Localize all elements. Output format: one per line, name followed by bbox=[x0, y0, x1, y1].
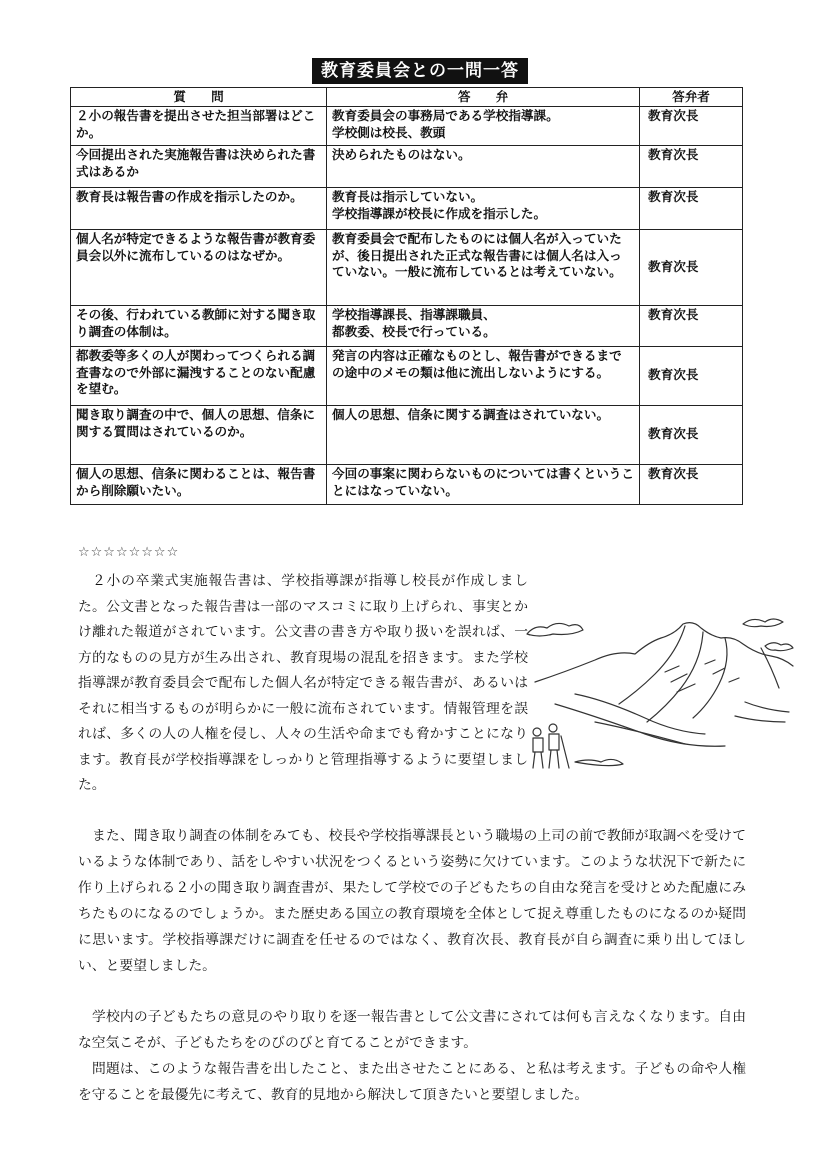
table-row bbox=[71, 230, 743, 306]
body-paragraph-3: 学校内の子どもたちの意見のやり取りを逐一報告書として公文書にされては何も言えなくなります。自由な空気こそが、子どもたちをのびのびと育てることができます。 bbox=[78, 1009, 746, 1051]
respondent-cell: 教育次長 bbox=[640, 306, 743, 347]
mountain-hikers-illustration bbox=[515, 612, 815, 782]
respondent-cell: 教育次長 bbox=[640, 107, 743, 146]
table-row bbox=[71, 465, 743, 505]
question-cell: 今回提出された実施報告書は決められた書式はあるか bbox=[71, 146, 327, 188]
table-row bbox=[71, 146, 743, 188]
answer-cell: 学校指導課長、指導課職員、 都教委、校長で行っている。 bbox=[327, 306, 640, 347]
answer-cell: 個人の思想、信条に関する調査はされていない。 bbox=[327, 406, 640, 465]
star-divider: ☆☆☆☆☆☆☆☆ bbox=[78, 545, 180, 560]
question-cell: 聞き取り調査の中で、個人の思想、信条に関する質問はされているのか。 bbox=[71, 406, 327, 465]
question-cell: 教育長は報告書の作成を指示したのか。 bbox=[71, 188, 327, 230]
table-row bbox=[71, 188, 743, 230]
respondent-cell: 教育次長 bbox=[640, 188, 743, 230]
answer-cell: 教育委員会の事務局である学校指導課。 学校側は校長、教頭 bbox=[327, 107, 640, 146]
body-paragraph-4: 問題は、このような報告書を出したこと、また出させたことにある、と私は考えます。子どもの命や人権を守ることを最優先に考えて、教育的見地から解決して頂きたいと要望しました。 bbox=[78, 1061, 746, 1103]
header-respondent: 答弁者 bbox=[640, 88, 743, 107]
body-paragraph-2: また、聞き取り調査の体制をみても、校長や学校指導課長という職場の上司の前で教師が取調べを受けているような体制であり、話をしやすい状況をつくるという姿勢に欠けています。このような状況下で新たに作り上げられる２小の聞き取り調査書が、果たして学校での子どもたちの自由な発言を受けとめた配慮にみちたものになるのでしょうか。また歴史ある国立の教育環境を全体として捉え尊重したものになるのか疑問に思います。学校指導課だけに調査を任せるのではなく、教育次長、教育長が自ら調査に乗り出してほしい、と要望しました。 bbox=[78, 828, 746, 974]
answer-cell: 今回の事案に関わらないものについては書くということにはなっていない。 bbox=[327, 465, 640, 505]
respondent-cell: 教育次長 bbox=[640, 146, 743, 188]
respondent-cell: 教育次長 bbox=[640, 230, 743, 306]
respondent-cell: 教育次長 bbox=[640, 465, 743, 505]
respondent-cell: 教育次長 bbox=[640, 406, 743, 465]
page-title: 教育委員会との一問一答 bbox=[312, 58, 528, 84]
table-row bbox=[71, 107, 743, 146]
question-cell: 個人の思想、信条に関わることは、報告書から削除願いたい。 bbox=[71, 465, 327, 505]
question-cell: その後、行われている教師に対する聞き取り調査の体制は。 bbox=[71, 306, 327, 347]
question-cell: ２小の報告書を提出させた担当部署はどこか。 bbox=[71, 107, 327, 146]
table-row bbox=[71, 347, 743, 406]
table-header-row bbox=[71, 88, 743, 107]
answer-cell: 発言の内容は正確なものとし、報告書ができるまでの途中のメモの類は他に流出しないようにする。 bbox=[327, 347, 640, 406]
body-paragraph-1: ２小の卒業式実施報告書は、学校指導課が指導し校長が作成しました。公文書となった報告書は一部のマスコミに取り上げられ、事実とかけ離れた報道がされています。公文書の書き方や取り扱いを誤れば、一方的なものの見方が生み出され、教育現場の混乱を招きます。また学校指導課が教育委員会で配布した個人名が特定できる報告書が、あるいはそれに相当するものが明らかに一般に流布されています。情報管理を誤れば、多くの人の人権を侵し、人々の生活や命までも脅かすことになります。教育長が学校指導課をしっかりと管理指導するように要望しました。 bbox=[78, 573, 528, 793]
answer-cell: 決められたものはない。 bbox=[327, 146, 640, 188]
header-question: 質 問 bbox=[71, 88, 327, 107]
question-cell: 都教委等多くの人が関わってつくられる調査書なので外部に漏洩することのない配慮を望む。 bbox=[71, 347, 327, 406]
header-answer: 答 弁 bbox=[327, 88, 640, 107]
table-row bbox=[71, 406, 743, 465]
table-row bbox=[71, 306, 743, 347]
qa-table bbox=[70, 87, 743, 505]
answer-cell: 教育長は指示していない。 学校指導課が校長に作成を指示した。 bbox=[327, 188, 640, 230]
respondent-cell: 教育次長 bbox=[640, 347, 743, 406]
question-cell: 個人名が特定できるような報告書が教育委員会以外に流布しているのはなぜか。 bbox=[71, 230, 327, 306]
answer-cell: 教育委員会で配布したものには個人名が入っていたが、後日提出された正式な報告書には個人名は入っていない。一般に流布しているとは考えていない。 bbox=[327, 230, 640, 306]
